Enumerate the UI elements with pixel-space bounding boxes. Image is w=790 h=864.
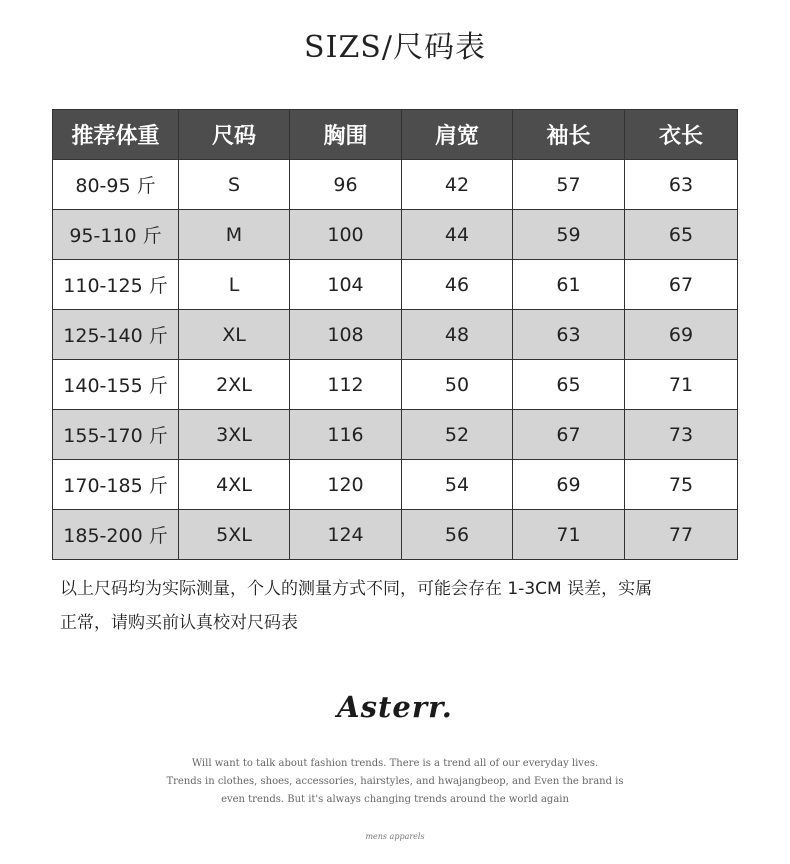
header-size: 尺码: [179, 110, 290, 160]
cell-weight: 95-110 斤: [53, 210, 179, 260]
cell-length: 73: [625, 410, 738, 460]
cell-size: 5XL: [179, 510, 290, 560]
size-chart-table: [52, 109, 738, 560]
cell-length: 65: [625, 210, 738, 260]
cell-shoulder: 50: [402, 360, 513, 410]
note-line-1: 以上尺码均为实际测量，个人的测量方式不同，可能会存在 1-3CM 误差，实属: [60, 579, 653, 599]
cell-shoulder: 44: [402, 210, 513, 260]
cell-sleeve: 67: [513, 410, 625, 460]
table-row: [53, 410, 738, 460]
cell-size: 4XL: [179, 460, 290, 510]
cell-weight: 185-200 斤: [53, 510, 179, 560]
cell-length: 63: [625, 160, 738, 210]
cell-chest: 120: [290, 460, 402, 510]
slogan-line-2: Trends in clothes, shoes, accessories, hairstyles, and hwajangbeop, and Even the brand is: [166, 776, 624, 787]
cell-size: S: [179, 160, 290, 210]
cell-sleeve: 65: [513, 360, 625, 410]
cell-shoulder: 48: [402, 310, 513, 360]
cell-sleeve: 69: [513, 460, 625, 510]
slogan-line-3: even trends. But it's always changing trends around the world again: [221, 794, 569, 805]
cell-chest: 108: [290, 310, 402, 360]
cell-size: L: [179, 260, 290, 310]
table-row: [53, 260, 738, 310]
table-row: [53, 510, 738, 560]
cell-chest: 112: [290, 360, 402, 410]
cell-weight: 155-170 斤: [53, 410, 179, 460]
table-row: [53, 310, 738, 360]
cell-weight: 170-185 斤: [53, 460, 179, 510]
cell-shoulder: 46: [402, 260, 513, 310]
table-row: [53, 460, 738, 510]
header-chest: 胸围: [290, 110, 402, 160]
cell-chest: 100: [290, 210, 402, 260]
cell-shoulder: 54: [402, 460, 513, 510]
cell-weight: 110-125 斤: [53, 260, 179, 310]
cell-length: 69: [625, 310, 738, 360]
table-header-row: [53, 110, 738, 160]
cell-length: 71: [625, 360, 738, 410]
header-weight: 推荐体重: [53, 110, 179, 160]
slogan-line-1: Will want to talk about fashion trends. There is a trend all of our everyday lives.: [191, 758, 599, 769]
cell-sleeve: 61: [513, 260, 625, 310]
header-sleeve: 袖长: [513, 110, 625, 160]
cell-shoulder: 56: [402, 510, 513, 560]
cell-size: M: [179, 210, 290, 260]
measurement-note: [60, 572, 740, 640]
cell-sleeve: 59: [513, 210, 625, 260]
cell-length: 75: [625, 460, 738, 510]
cell-length: 77: [625, 510, 738, 560]
cell-chest: 104: [290, 260, 402, 310]
table-row: [53, 210, 738, 260]
cell-size: 2XL: [179, 360, 290, 410]
cell-shoulder: 52: [402, 410, 513, 460]
cell-size: 3XL: [179, 410, 290, 460]
note-line-2: 正常，请购买前认真校对尺码表: [60, 613, 298, 633]
cell-chest: 116: [290, 410, 402, 460]
header-length: 衣长: [625, 110, 738, 160]
cell-shoulder: 42: [402, 160, 513, 210]
table-row: [53, 360, 738, 410]
cell-sleeve: 57: [513, 160, 625, 210]
cell-length: 67: [625, 260, 738, 310]
brand-logo: Asterr.: [337, 690, 453, 724]
page-title: SIZS/尺码表: [304, 30, 486, 65]
cell-weight: 140-155 斤: [53, 360, 179, 410]
cell-size: XL: [179, 310, 290, 360]
cell-chest: 96: [290, 160, 402, 210]
header-shoulder: 肩宽: [402, 110, 513, 160]
brand-slogan: [0, 755, 790, 809]
table-row: [53, 160, 738, 210]
cell-weight: 125-140 斤: [53, 310, 179, 360]
cell-sleeve: 71: [513, 510, 625, 560]
cell-chest: 124: [290, 510, 402, 560]
footer-brand-text: mens apparels: [365, 832, 425, 841]
cell-sleeve: 63: [513, 310, 625, 360]
cell-weight: 80-95 斤: [53, 160, 179, 210]
